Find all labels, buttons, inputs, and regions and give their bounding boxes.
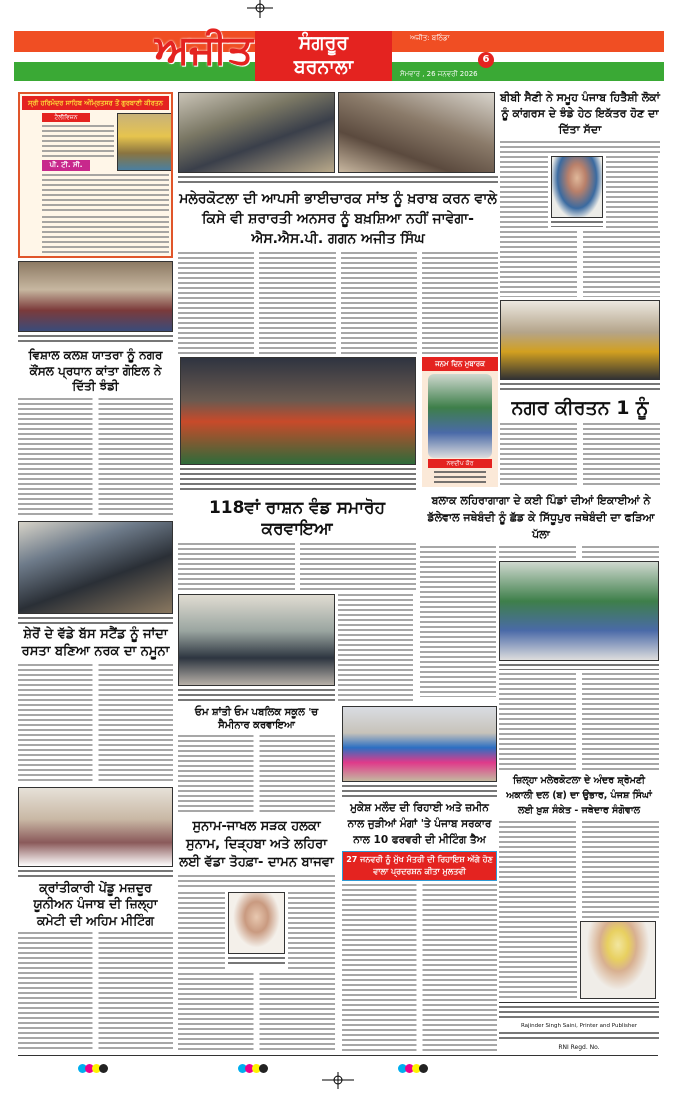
seminar-sunam-stories — [178, 706, 335, 1052]
ration-story — [178, 498, 416, 702]
article-body — [420, 546, 496, 697]
bibi-saini-portrait — [551, 156, 603, 218]
birthday-title: ਜਨਮ ਦਿਨ ਮੁਬਾਰਕ — [422, 357, 498, 371]
photo-caption — [178, 176, 498, 186]
photo-caption — [18, 617, 173, 624]
right-top-column — [500, 90, 660, 488]
headline-kalash: ਵਿਸ਼ਾਲ ਕਲਸ਼ ਯਾਤਰਾ ਨੂੰ ਨਗਰ ਕੌਂਸਲ ਪ੍ਰਧਾਨ ਕਾਂਤਾ ਗੋਇਲ ਨੇ ਦਿੱਤੀ ਝੰਡੀ — [28, 348, 163, 394]
farmer-union-photo — [499, 561, 659, 661]
article-body — [178, 973, 335, 1053]
article-body — [500, 231, 660, 297]
ration-distribution-group-photo — [180, 357, 416, 465]
imprint-rni: RNI Regd. No. — [558, 1044, 600, 1051]
daman-bajwa-portrait — [228, 892, 285, 954]
sub-brand: ਅਜੀਤ: ਬਠਿੰਡਾ — [410, 34, 450, 42]
article-body — [18, 664, 173, 784]
page-number: 6 — [478, 52, 494, 68]
edition-title: ਸੰਗਰੂਰ — [298, 32, 349, 54]
police-staff-photo — [342, 706, 497, 782]
brand-logo: ਅਜੀਤ — [154, 27, 254, 73]
photo-caption — [178, 689, 335, 701]
photo-caption — [18, 335, 173, 345]
imprint-box — [499, 1002, 659, 1052]
headline-nagar-kirtan: ਨਗਰ ਕੀਰਤਨ 1 ਨੂੰ — [511, 396, 649, 419]
photo-caption — [500, 383, 660, 393]
article-body — [18, 398, 173, 518]
article-body — [499, 546, 659, 558]
headline-union: ਕ੍ਰਾਂਤੀਕਾਰੀ ਪੇਂਡੂ ਮਜ਼ਦੂਰ ਯੂਨੀਅਨ ਪੰਜਾਬ ਦੀ ਜ਼ਿਲ੍ਹਾ ਕਮੇਟੀ ਦੀ ਅਹਿਮ ਮੀਟਿੰਗ — [33, 880, 158, 928]
headline-bus-stand: ਸ਼ੇਰੋਂ ਦੇ ਵੱਡੇ ਬੱਸ ਸਟੈਂਡ ਨੂੰ ਜਾਂਦਾ ਰਸਤਾ ਬਣਿਆ ਨਰਕ ਦਾ ਨਮੂਨਾ — [21, 627, 170, 659]
union-meeting-photo — [18, 787, 173, 867]
golden-temple-photo — [117, 113, 172, 171]
headline-mukesh: ਮੁਕੇਸ਼ ਮਲੌਦ ਦੀ ਰਿਹਾਈ ਅਤੇ ਜ਼ਮੀਨ ਨਾਲ ਜੁੜੀਆਂ ਮੰਗਾਂ 'ਤੇ ਪੰਜਾਬ ਸਰਕਾਰ ਨਾਲ 10 ਫਰਵਰੀ ਦੀ ਮੀਟਿੰਗ ਤੈਅ — [347, 802, 492, 846]
school-seminar-photo — [178, 594, 335, 686]
birthday-name: ਨਵਦੀਪ ਕੌਰ — [428, 459, 492, 468]
portrait-caption — [228, 957, 285, 967]
registration-mark-icon — [322, 1072, 354, 1089]
ad-label-ptc: ਪੀ. ਟੀ. ਸੀ. — [42, 160, 90, 171]
edition-box — [255, 31, 392, 81]
issue-date: ਸੋਮਵਾਰ , 26 ਜਨਵਰੀ 2026 — [400, 70, 478, 78]
article-body — [178, 735, 335, 815]
headline-malerkotla: ਮਲੇਰਕੋਟਲਾ ਦੀ ਆਪਸੀ ਭਾਈਚਾਰਕ ਸਾਂਝ ਨੂੰ ਖ਼ਰਾਬ ਕਰਨ ਵਾਲੇ ਕਿਸੇ ਵੀ ਸ਼ਰਾਰਤੀ ਅਨਸਰ ਨੂੰ ਬਖ਼ਸ਼ਿਆ ਨਹੀਂ ਜਾਵੇਗਾ- ਐਸ.ਐਸ.ਪੀ. ਗਗਨ ਅਜੀਤ ਸਿੰਘ — [179, 191, 497, 247]
headline-seminar: ਓਮ ਸ਼ਾਂਤੀ ਓਮ ਪਬਲਿਕ ਸਕੂਲ 'ਚ ਸੈਮੀਨਾਰ ਕਰਵਾਇਆ — [194, 707, 319, 731]
article-body — [178, 252, 498, 354]
registration-mark-icon — [247, 0, 273, 18]
headline-ration: 118ਵਾਂ ਰਾਸ਼ਨ ਵੰਡ ਸਮਾਰੋਹ ਕਰਵਾਇਆ — [208, 498, 386, 539]
ad-gurbani-kirtan — [18, 92, 173, 258]
left-column — [18, 92, 173, 1052]
kalash-yatra-photo — [18, 261, 173, 332]
article-body — [178, 875, 335, 889]
malerkotla-story — [178, 92, 498, 354]
ad-label-tv: ਟੈਲੀਵਿਜ਼ਨ — [42, 113, 90, 122]
article-body — [500, 141, 660, 153]
police-officers-photo — [178, 92, 335, 173]
headline-akali: ਜ਼ਿਲ੍ਹਾ ਮਲੇਰਕੋਟਲਾ ਦੇ ਅੰਦਰ ਸ਼੍ਰੋਮਣੀ ਅਕਾਲੀ ਦਲ (ਬ) ਦਾ ਉਭਾਰ, ਪੰਜਸ਼ ਸਿੰਘਾਂ ਲਈ ਖ਼ੁਸ਼ ਸੰਕੇਤ - ਜਥੇਦਾਰ ਸੰਗੋਵਾਲ — [506, 775, 652, 816]
headline-lehragaga: ਬਲਾਕ ਲਹਿਰਾਗਾਗਾ ਦੇ ਕਈ ਪਿੰਡਾਂ ਦੀਆਂ ਇਕਾਈਆਂ ਨੇ ਡੱਲੇਵਾਲ ਜਥੇਬੰਦੀ ਨੂੰ ਛੱਡ ਕੇ ਸਿੱਧੂਪੁਰ ਜਥੇਬੰਦੀ ਦਾ ਫੜਿਆ ਪੱਲਾ — [427, 494, 655, 541]
imprint-printer: Rajinder Singh Saini, Printer and Publisher — [520, 1023, 638, 1029]
photo-caption — [499, 664, 659, 670]
headline-sunam-road: ਸੁਨਾਮ-ਜਾਖਲ ਸੜਕ ਹਲਕਾ ਸੁਨਾਮ, ਦਿੜ੍ਹਬਾ ਅਤੇ ਲਹਿਰਾ ਲਈ ਵੱਡਾ ਤੋਹਫ਼ਾ- ਦਾਮਨ ਬਾਜਵਾ — [179, 818, 334, 870]
police-flag-march-photo — [338, 92, 495, 173]
nagar-kirtan-photo — [500, 300, 660, 380]
masthead — [14, 27, 664, 81]
article-body — [342, 884, 497, 1052]
article-body — [178, 543, 416, 591]
headline-bibi-saini: ਬੀਬੀ ਸੈਣੀ ਨੇ ਸਮੂਹ ਪੰਜਾਬ ਹਿਤੈਸ਼ੀ ਲੋਕਾਂ ਨੂੰ ਕਾਂਗਰਸ ਦੇ ਝੰਡੇ ਹੇਠ ਇਕੱਤਰ ਹੋਣ ਦਾ ਦਿੱਤਾ ਸੱਦਾ — [500, 91, 660, 136]
edition-subtitle: ਬਰਨਾਲਾ — [293, 56, 354, 78]
alert-box: 27 ਜਨਵਰੀ ਨੂੰ ਮੁੱਖ ਮੰਤਰੀ ਦੀ ਰਿਹਾਇਸ਼ ਅੱਗੇ ਹੋਣ ਵਾਲਾ ਪ੍ਰਦਰਸ਼ਨ ਕੀਤਾ ਮੁਲਤਵੀ — [342, 851, 497, 881]
article-body — [500, 423, 660, 489]
akali-leader-portrait — [580, 921, 656, 999]
article-body — [499, 673, 659, 770]
road-photo — [18, 521, 173, 614]
article-body — [18, 932, 173, 1052]
ad-title: ਸ੍ਰੀ ਹਰਿਮੰਦਰ ਸਾਹਿਬ ਅੰਮ੍ਰਿਤਸਰ ਤੋਂ ਗੁਰਬਾਣੀ ਕੀਰਤਨ — [22, 96, 169, 110]
portrait-caption — [551, 221, 603, 227]
photo-caption — [180, 468, 416, 493]
article-body — [499, 821, 659, 918]
mukesh-story — [342, 706, 497, 1052]
photo-caption — [18, 870, 173, 877]
article-body — [338, 594, 413, 702]
print-color-bar — [18, 1055, 658, 1065]
photo-caption — [342, 785, 497, 797]
child-portrait — [428, 374, 492, 458]
birthday-box — [422, 357, 498, 487]
